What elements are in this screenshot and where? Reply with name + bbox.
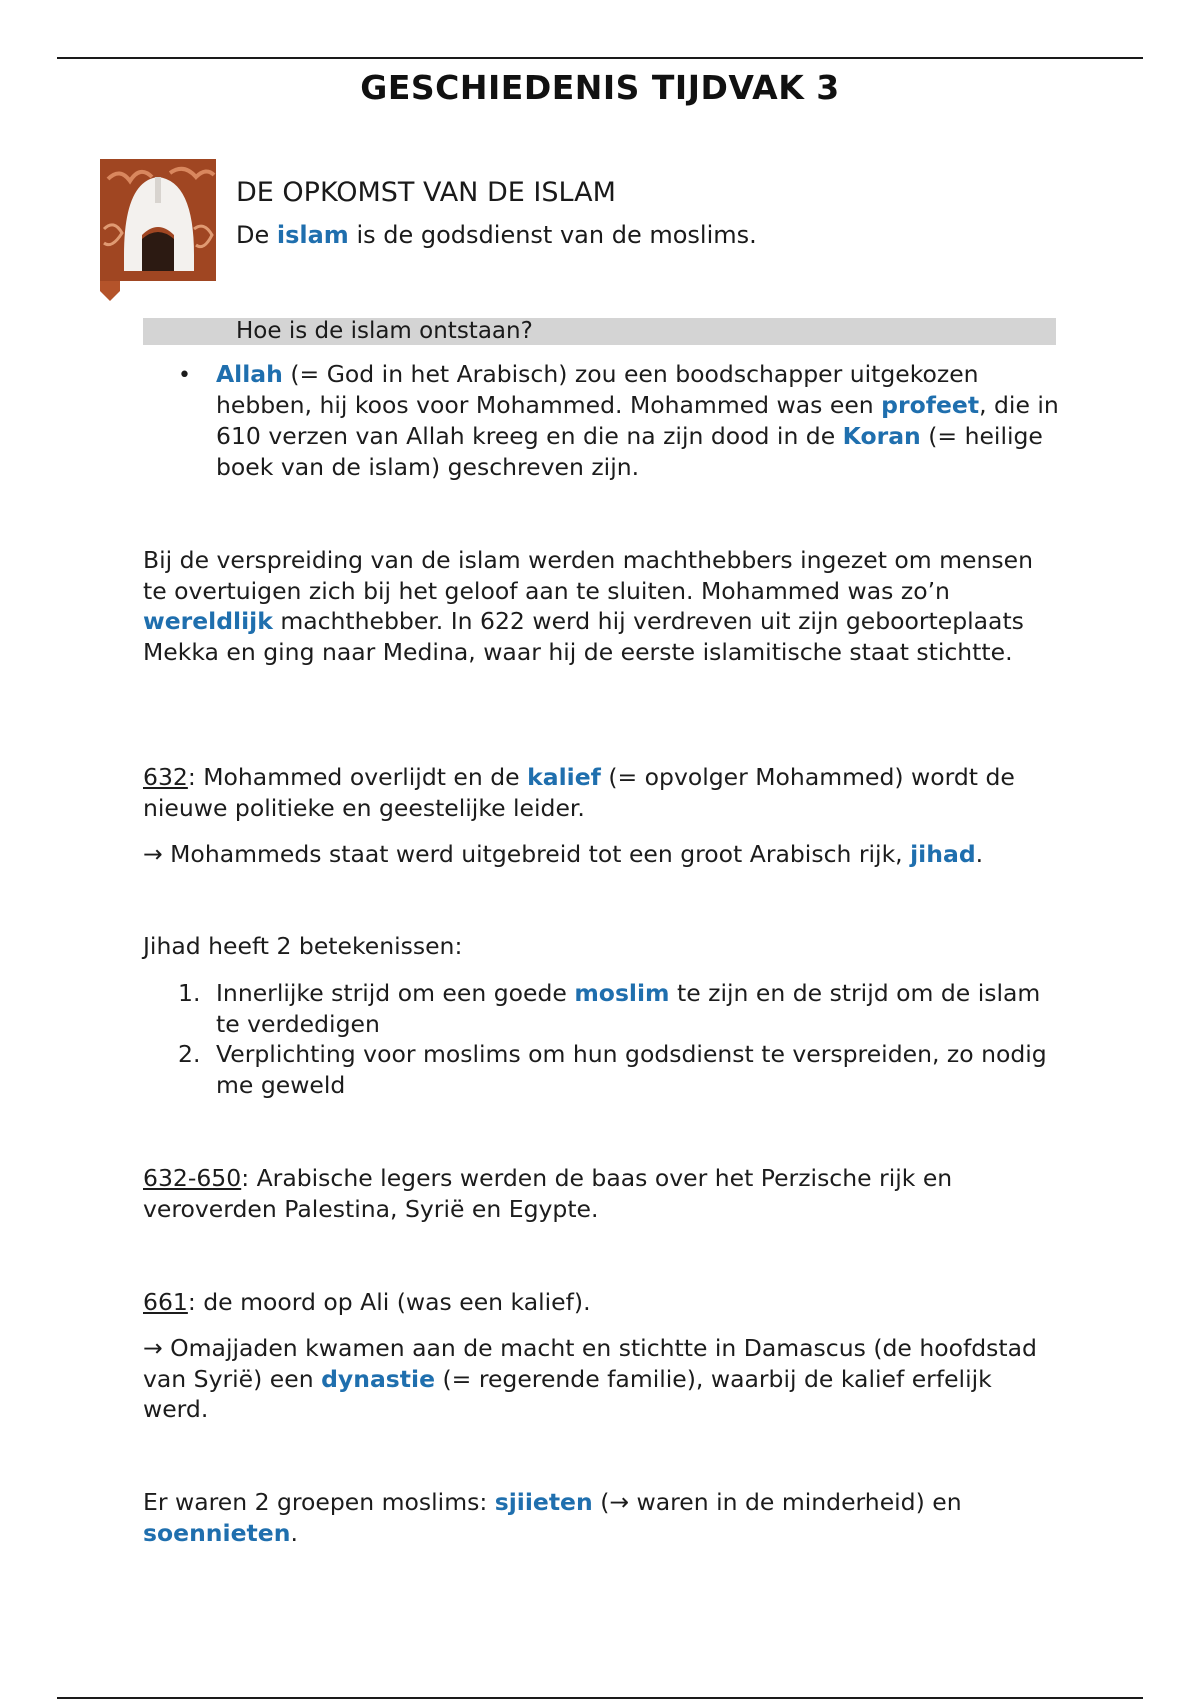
keyword-allah: Allah: [216, 360, 283, 388]
year-632-650-paragraph: 632-650: Arabische legers werden de baas over het Perzische rijk en veroverden Palestina, Syrië en Egypte.: [143, 1164, 953, 1223]
bullet-paragraph: Allah (= God in het Arabisch) zou een boodschapper uitgekozen hebben, hij koos voor Mohammed. Mohammed was een profeet, die in 610 verzen van Allah kreeg en die na zijn dood in de Koran (= heilige boek van de islam) geschreven zijn.: [216, 360, 1059, 481]
jihad-intro: Jihad heeft 2 betekenissen:: [143, 932, 463, 960]
year-632-paragraph: 632: Mohammed overlijdt en de kalief (= opvolger Mohammed) wordt de nieuwe politieke en geestelijke leider.: [143, 763, 1015, 822]
groups-paragraph: Er waren 2 groepen moslims: sjiieten (→ waren in de minderheid) en soennieten.: [143, 1488, 962, 1547]
keyword-sjiieten: sjiieten: [494, 1488, 593, 1516]
year-661: 661: [143, 1288, 188, 1316]
question-bar: [143, 318, 1056, 345]
year-632: 632: [143, 763, 188, 791]
keyword-koran: Koran: [842, 422, 921, 450]
chapter-title: DE OPKOMST VAN DE ISLAM: [236, 177, 616, 208]
top-rule: [57, 57, 1143, 59]
intro-sentence: De islam is de godsdienst van de moslims.: [236, 221, 757, 249]
page-title: GESCHIEDENIS TIJDVAK 3: [360, 68, 840, 107]
keyword-profeet: profeet: [881, 391, 980, 419]
bullet-marker: •: [178, 363, 191, 388]
helmet-logo-icon: [100, 159, 220, 301]
keyword-jihad: jihad: [910, 840, 976, 868]
omajjaden-paragraph: → Omajjaden kwamen aan de macht en stichtte in Damascus (de hoofdstad van Syrië) een dynastie (= regerende familie), waarbij de kalief erfelijk werd.: [143, 1334, 1037, 1423]
year-632-650: 632-650: [143, 1164, 242, 1192]
keyword-islam: islam: [276, 221, 349, 249]
keyword-dynastie: dynastie: [321, 1364, 436, 1393]
keyword-moslim: moslim: [574, 979, 670, 1007]
keyword-kalief: kalief: [527, 763, 601, 791]
keyword-wereldlijk: wereldlijk: [143, 607, 273, 635]
jihad-arrow-paragraph: → Mohammeds staat werd uitgebreid tot een groot Arabisch rijk, jihad.: [143, 840, 984, 868]
question-text: Hoe is de islam ontstaan?: [236, 318, 533, 344]
year-661-paragraph: 661: de moord op Ali (was een kalief).: [143, 1288, 591, 1316]
keyword-soennieten: soennieten: [143, 1518, 291, 1547]
spread-paragraph: Bij de verspreiding van de islam werden machthebbers ingezet om mensen te overtuigen zich bij het geloof aan te sluiten. Mohammed was zo’n wereldlijk machthebber. In 622 werd hij verdreven uit zijn geboorteplaats Mekka en ging naar Medina, waar hij de eerste islamitische staat stichtte.: [143, 546, 1033, 666]
bottom-rule: [57, 1697, 1143, 1699]
